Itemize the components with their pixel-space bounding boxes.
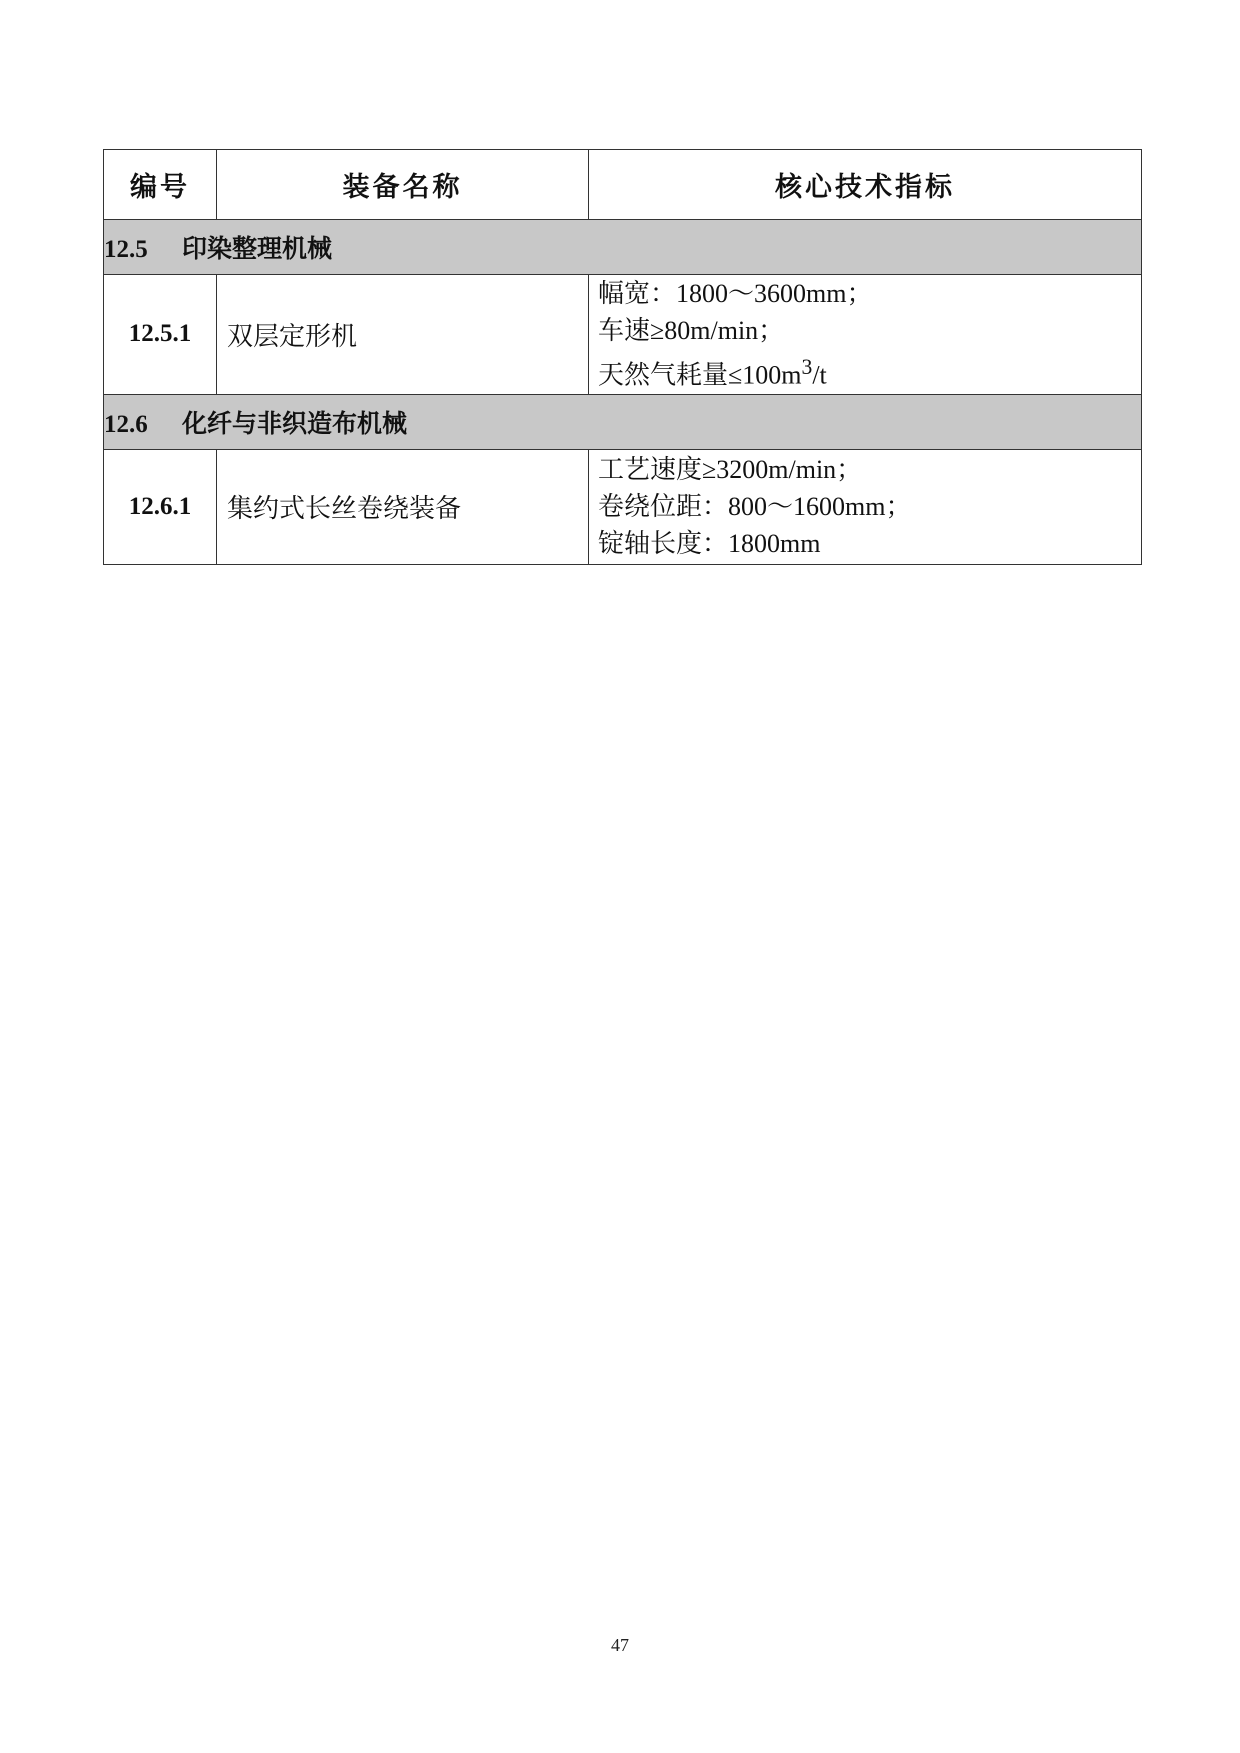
header-equipment-name: 装备名称: [217, 150, 589, 220]
spec-line: [598, 349, 1141, 394]
spec-line: 车速≥80m/min；: [598, 316, 785, 345]
equipment-spec-table: [103, 149, 1142, 565]
item-number: 12.5.1: [104, 275, 217, 395]
section-row-12-6: [104, 394, 1142, 449]
spec-line: 锭轴长度：1800mm: [598, 529, 821, 559]
spec-line: 卷绕位距：800～1600mm；: [598, 492, 912, 522]
table-row: [104, 449, 1142, 564]
header-number: 编号: [104, 150, 217, 220]
item-name: 集约式长丝卷绕装备: [217, 449, 589, 564]
item-specs: [589, 275, 1142, 395]
spec-line: 工艺速度≥3200m/min；: [598, 455, 863, 485]
header-core-specs: 核心技术指标: [589, 150, 1142, 220]
section-number: 12.6: [104, 410, 148, 438]
spec-text-suffix: /t: [812, 360, 827, 390]
spec-text: 天然气耗量≤100m: [598, 360, 802, 390]
spec-superscript: 3: [801, 355, 813, 379]
spec-line: 幅宽：1800～3600mm；: [598, 279, 873, 308]
item-specs: [589, 449, 1142, 564]
section-title: 印染整理机械: [182, 234, 333, 263]
table-header-row: [104, 150, 1142, 220]
page-number: 47: [611, 1635, 629, 1655]
section-row-12-5: [104, 220, 1142, 275]
table-row: [104, 275, 1142, 395]
item-name: 双层定形机: [217, 275, 589, 395]
section-number: 12.5: [104, 236, 148, 263]
section-title: 化纤与非织造布机械: [182, 408, 408, 438]
item-number: 12.6.1: [104, 449, 217, 564]
